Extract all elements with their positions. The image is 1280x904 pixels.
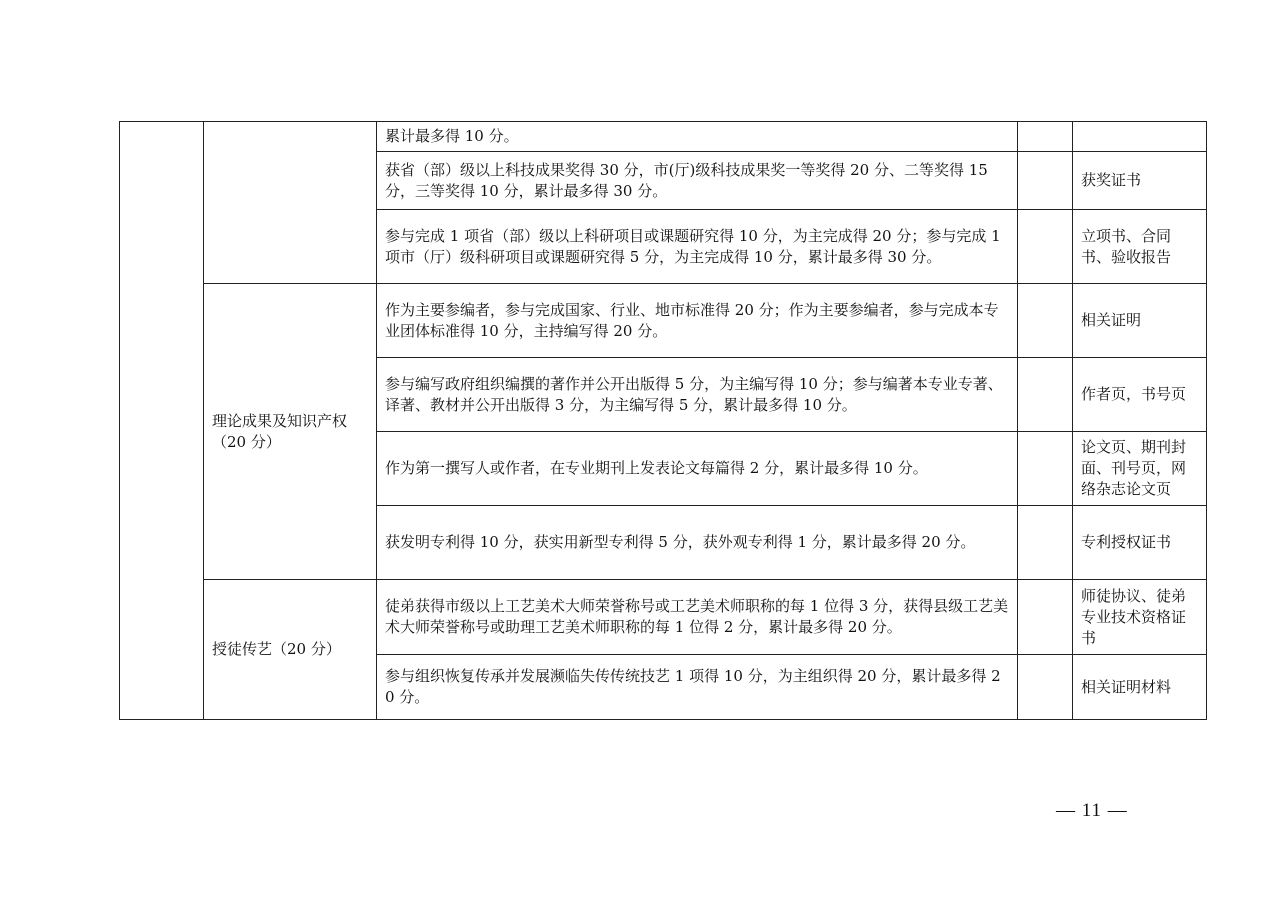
criterion-cell: 作为第一撰写人或作者，在专业期刊上发表论文每篇得 2 分，累计最多得 10 分。 xyxy=(377,432,1018,506)
evidence-cell: 相关证明材料 xyxy=(1073,655,1207,720)
evidence-cell: 相关证明 xyxy=(1073,284,1207,358)
criterion-cell: 参与组织恢复传承并发展濒临失传传统技艺 1 项得 10 分，为主组织得 20 分，累计最多得 20 分。 xyxy=(377,655,1018,720)
criterion-cell: 参与编写政府组织编撰的著作并公开出版得 5 分，为主编写得 10 分；参与编著本专业专著、译著、教材并公开出版得 3 分，为主编写得 5 分，累计最多得 10 分。 xyxy=(377,358,1018,432)
evidence-cell: 获奖证书 xyxy=(1073,152,1207,210)
evidence-cell: 作者页，书号页 xyxy=(1073,358,1207,432)
criterion-cell: 获发明专利得 10 分，获实用新型专利得 5 分，获外观专利得 1 分，累计最多得 20 分。 xyxy=(377,506,1018,580)
outer-category-cell xyxy=(120,122,204,720)
category-cell: 理论成果及知识产权（20 分） xyxy=(204,284,377,580)
score-cell xyxy=(1018,655,1073,720)
criterion-cell: 参与完成 1 项省（部）级以上科研项目或课题研究得 10 分，为主完成得 20 分；参与完成 1 项市（厅）级科研项目或课题研究得 5 分，为主完成得 10 分，累计最多得 30 分。 xyxy=(377,210,1018,284)
table-row xyxy=(120,580,1207,655)
score-cell xyxy=(1018,210,1073,284)
evidence-cell: 师徒协议、徒弟专业技术资格证书 xyxy=(1073,580,1207,655)
table-row xyxy=(120,284,1207,358)
score-cell xyxy=(1018,122,1073,152)
criterion-cell: 获省（部）级以上科技成果奖得 30 分，市(厅)级科技成果奖一等奖得 20 分、二等奖得 15 分，三等奖得 10 分，累计最多得 30 分。 xyxy=(377,152,1018,210)
evidence-cell: 论文页、期刊封面、刊号页，网络杂志论文页 xyxy=(1073,432,1207,506)
evidence-cell: 立项书、合同书、验收报告 xyxy=(1073,210,1207,284)
score-cell xyxy=(1018,152,1073,210)
score-cell xyxy=(1018,506,1073,580)
evidence-cell xyxy=(1073,122,1207,152)
evidence-cell: 专利授权证书 xyxy=(1073,506,1207,580)
criterion-cell: 徒弟获得市级以上工艺美术大师荣誉称号或工艺美术师职称的每 1 位得 3 分，获得县级工艺美术大师荣誉称号或助理工艺美术师职称的每 1 位得 2 分，累计最多得 20 分。 xyxy=(377,580,1018,655)
criterion-cell: 累计最多得 10 分。 xyxy=(377,122,1018,152)
score-cell xyxy=(1018,580,1073,655)
score-cell xyxy=(1018,284,1073,358)
page-number: — 11 — xyxy=(1056,800,1128,821)
score-cell xyxy=(1018,358,1073,432)
criterion-cell: 作为主要参编者，参与完成国家、行业、地市标准得 20 分；作为主要参编者，参与完成本专业团体标准得 10 分，主持编写得 20 分。 xyxy=(377,284,1018,358)
category-cell xyxy=(204,122,377,284)
table-row xyxy=(120,122,1207,152)
category-cell: 授徒传艺（20 分） xyxy=(204,580,377,720)
score-cell xyxy=(1018,432,1073,506)
scoring-table xyxy=(119,121,1207,720)
